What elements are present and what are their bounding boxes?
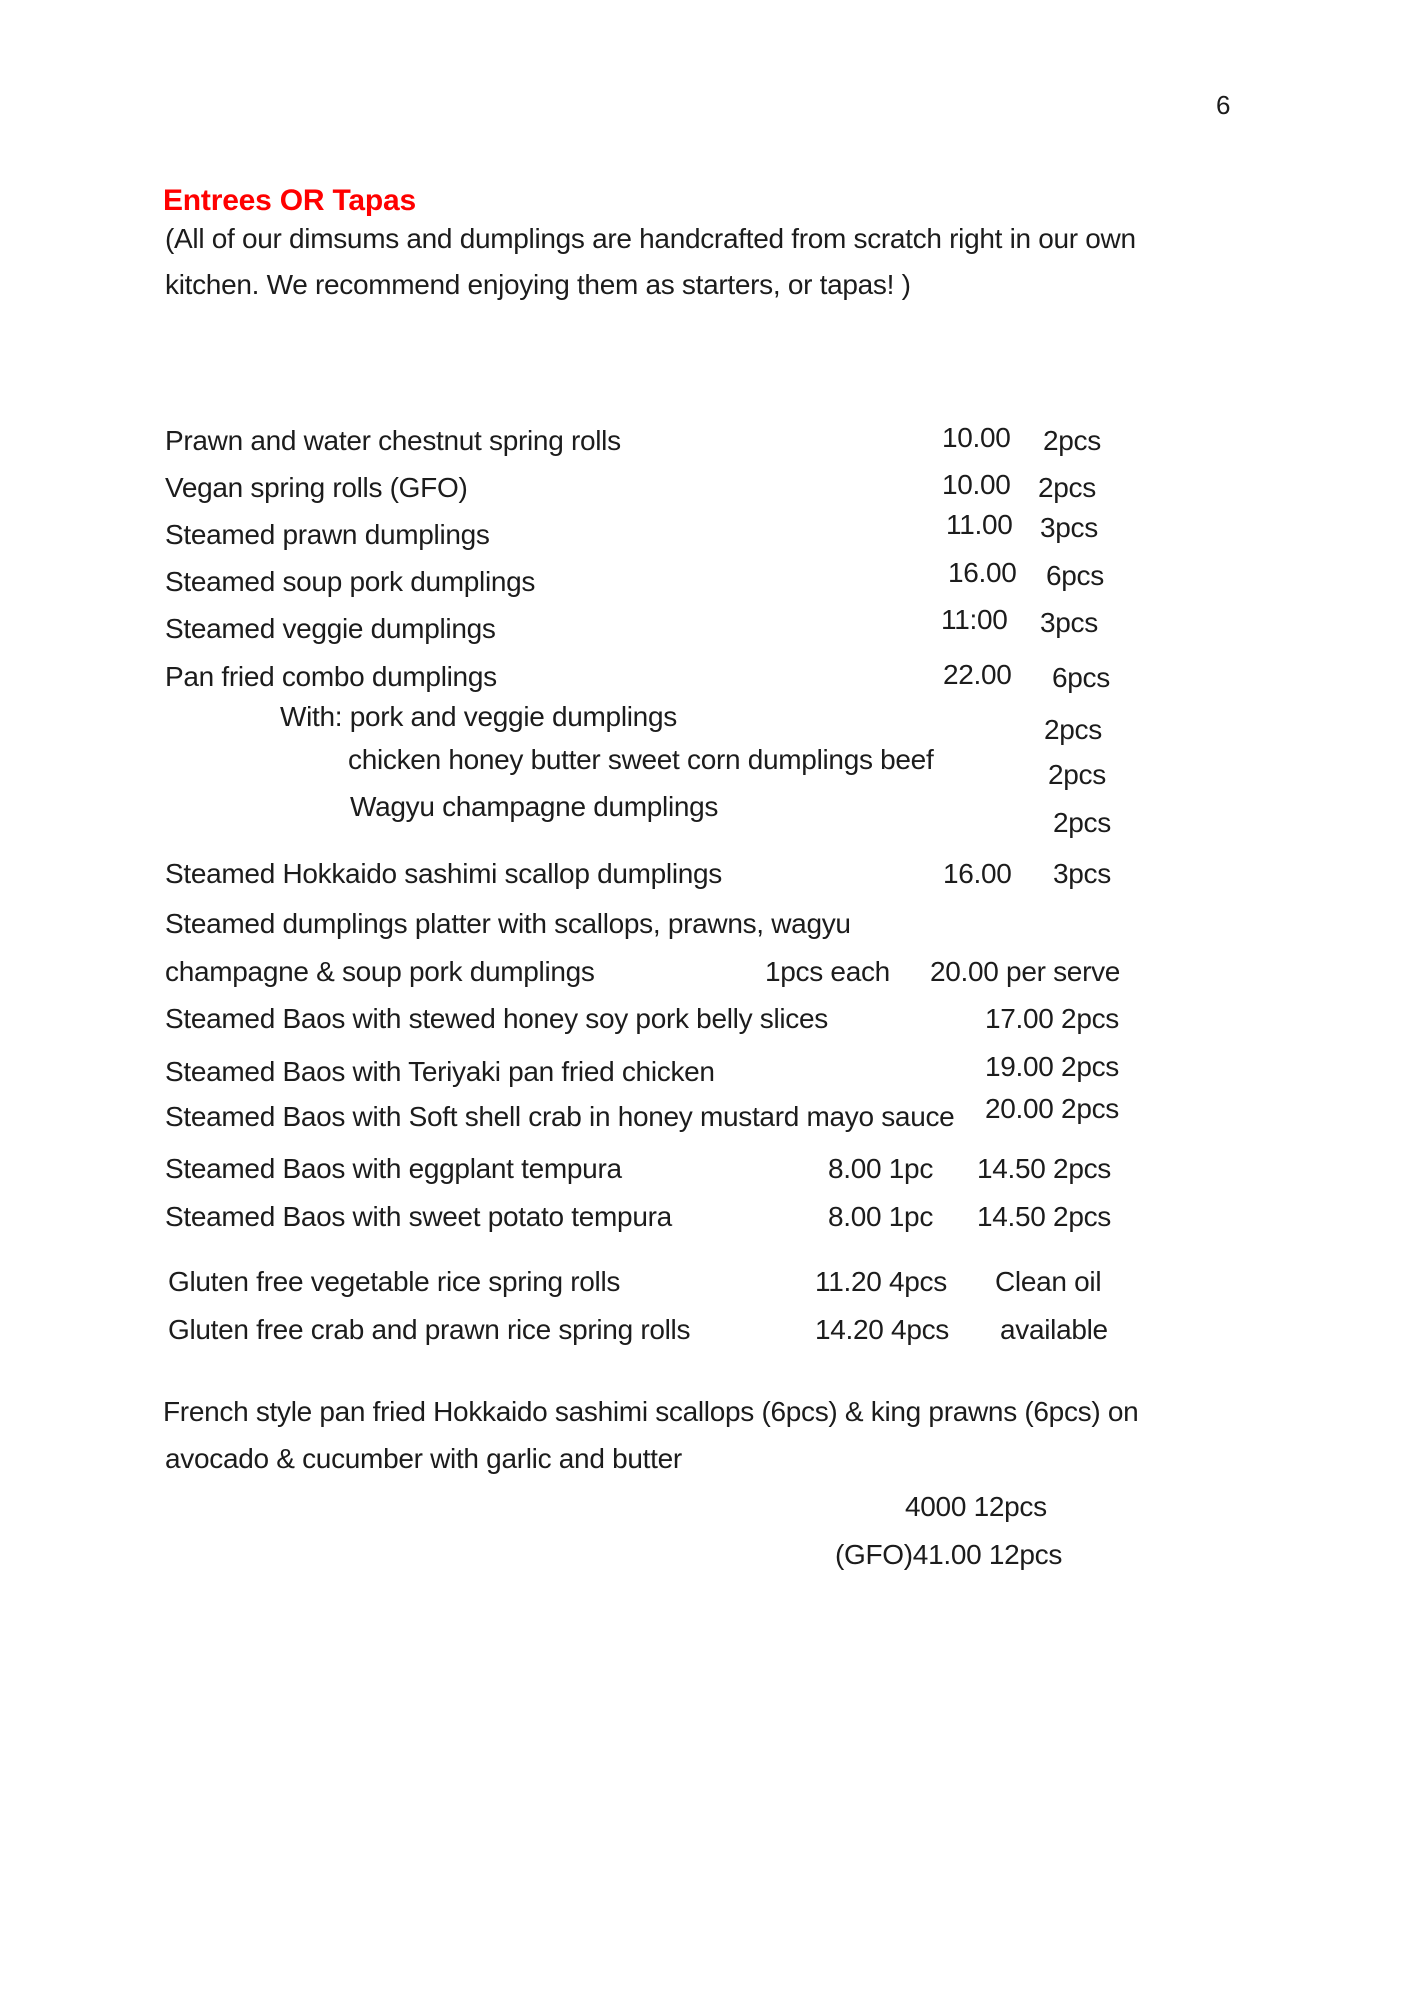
menu-item-price: 4000 12pcs — [905, 1491, 1047, 1522]
menu-item-name: French style pan fried Hokkaido sashimi scallops (6pcs) & king prawns (6pcs) on — [163, 1396, 1139, 1427]
menu-item-name: Prawn and water chestnut spring rolls — [165, 425, 621, 456]
menu-item-price-double: 14.50 2pcs — [977, 1201, 1111, 1232]
menu-item-name: Vegan spring rolls (GFO) — [165, 472, 468, 503]
menu-item-qty: 3pcs — [1040, 512, 1098, 543]
menu-item-note: available — [1000, 1314, 1108, 1345]
menu-item-name: Gluten free vegetable rice spring rolls — [168, 1266, 621, 1297]
menu-subitem-qty: 2pcs — [1048, 759, 1106, 790]
menu-item-price: 11.00 — [946, 509, 1013, 540]
menu-item-price-single: 8.00 1pc — [828, 1201, 934, 1232]
menu-item-price: 11.20 4pcs — [815, 1266, 947, 1297]
intro-line-2: kitchen. We recommend enjoying them as starters, or tapas! ) — [165, 269, 911, 300]
menu-item-price-single: 8.00 1pc — [828, 1153, 934, 1184]
menu-item-price: (GFO)41.00 12pcs — [835, 1539, 1063, 1570]
menu-subitem-name: With: pork and veggie dumplings — [280, 701, 677, 732]
menu-item-name: Steamed Baos with sweet potato tempura — [165, 1201, 672, 1232]
menu-item-price: 14.20 4pcs — [815, 1314, 949, 1345]
intro-line-1: (All of our dimsums and dumplings are handcrafted from scratch right in our own — [165, 223, 1136, 254]
menu-item-name: Steamed Hokkaido sashimi scallop dumplings — [165, 858, 723, 889]
menu-item-price: 11:00 — [941, 604, 1008, 635]
menu-item-qty: 2pcs — [1043, 425, 1101, 456]
page-number: 6 — [1216, 90, 1231, 120]
menu-item-name: Steamed Baos with Soft shell crab in honey mustard mayo sauce — [165, 1101, 955, 1132]
menu-item-qty: 2pcs — [1038, 472, 1096, 503]
menu-item-qty: 6pcs — [1052, 662, 1110, 693]
menu-item-name: champagne & soup pork dumplings — [165, 956, 595, 987]
menu-item-price: 20.00 2pcs — [985, 1093, 1119, 1124]
menu-item-name: avocado & cucumber with garlic and butter — [165, 1443, 682, 1474]
menu-item-name: Gluten free crab and prawn rice spring rolls — [168, 1314, 691, 1345]
menu-item-price: 19.00 2pcs — [985, 1051, 1119, 1082]
menu-item-qty: 6pcs — [1046, 560, 1104, 591]
menu-item-price: 17.00 2pcs — [985, 1003, 1119, 1034]
menu-item-name: Steamed dumplings platter with scallops, prawns, wagyu — [165, 908, 851, 939]
menu-item-qty: 3pcs — [1040, 607, 1098, 638]
menu-item-name: Steamed veggie dumplings — [165, 613, 496, 644]
menu-item-price: 16.00 — [948, 557, 1017, 588]
menu-item-name: Steamed Baos with Teriyaki pan fried chicken — [165, 1056, 715, 1087]
menu-item-name: Steamed Baos with stewed honey soy pork belly slices — [165, 1003, 828, 1034]
menu-item-unit: 1pcs each — [765, 956, 890, 987]
menu-item-price: 16.00 — [943, 858, 1012, 889]
menu-subitem-name: Wagyu champagne dumplings — [350, 791, 719, 822]
menu-item-price: 10.00 — [942, 469, 1011, 500]
menu-item-qty: 3pcs — [1053, 858, 1111, 889]
menu-item-note: Clean oil — [995, 1266, 1102, 1297]
menu-item-price: 10.00 — [942, 422, 1011, 453]
menu-item-price: 22.00 — [943, 659, 1012, 690]
menu-item-name: Pan fried combo dumplings — [165, 661, 497, 692]
menu-subitem-qty: 2pcs — [1053, 807, 1111, 838]
menu-subitem-qty: 2pcs — [1044, 714, 1102, 745]
menu-subitem-name: chicken honey butter sweet corn dumplings beef — [348, 744, 934, 775]
menu-item-price-double: 14.50 2pcs — [977, 1153, 1111, 1184]
menu-item-name: Steamed prawn dumplings — [165, 519, 490, 550]
section-title: Entrees OR Tapas — [163, 184, 417, 217]
menu-item-name: Steamed Baos with eggplant tempura — [165, 1153, 622, 1184]
menu-item-price: 20.00 per serve — [930, 956, 1121, 987]
menu-item-name: Steamed soup pork dumplings — [165, 566, 536, 597]
